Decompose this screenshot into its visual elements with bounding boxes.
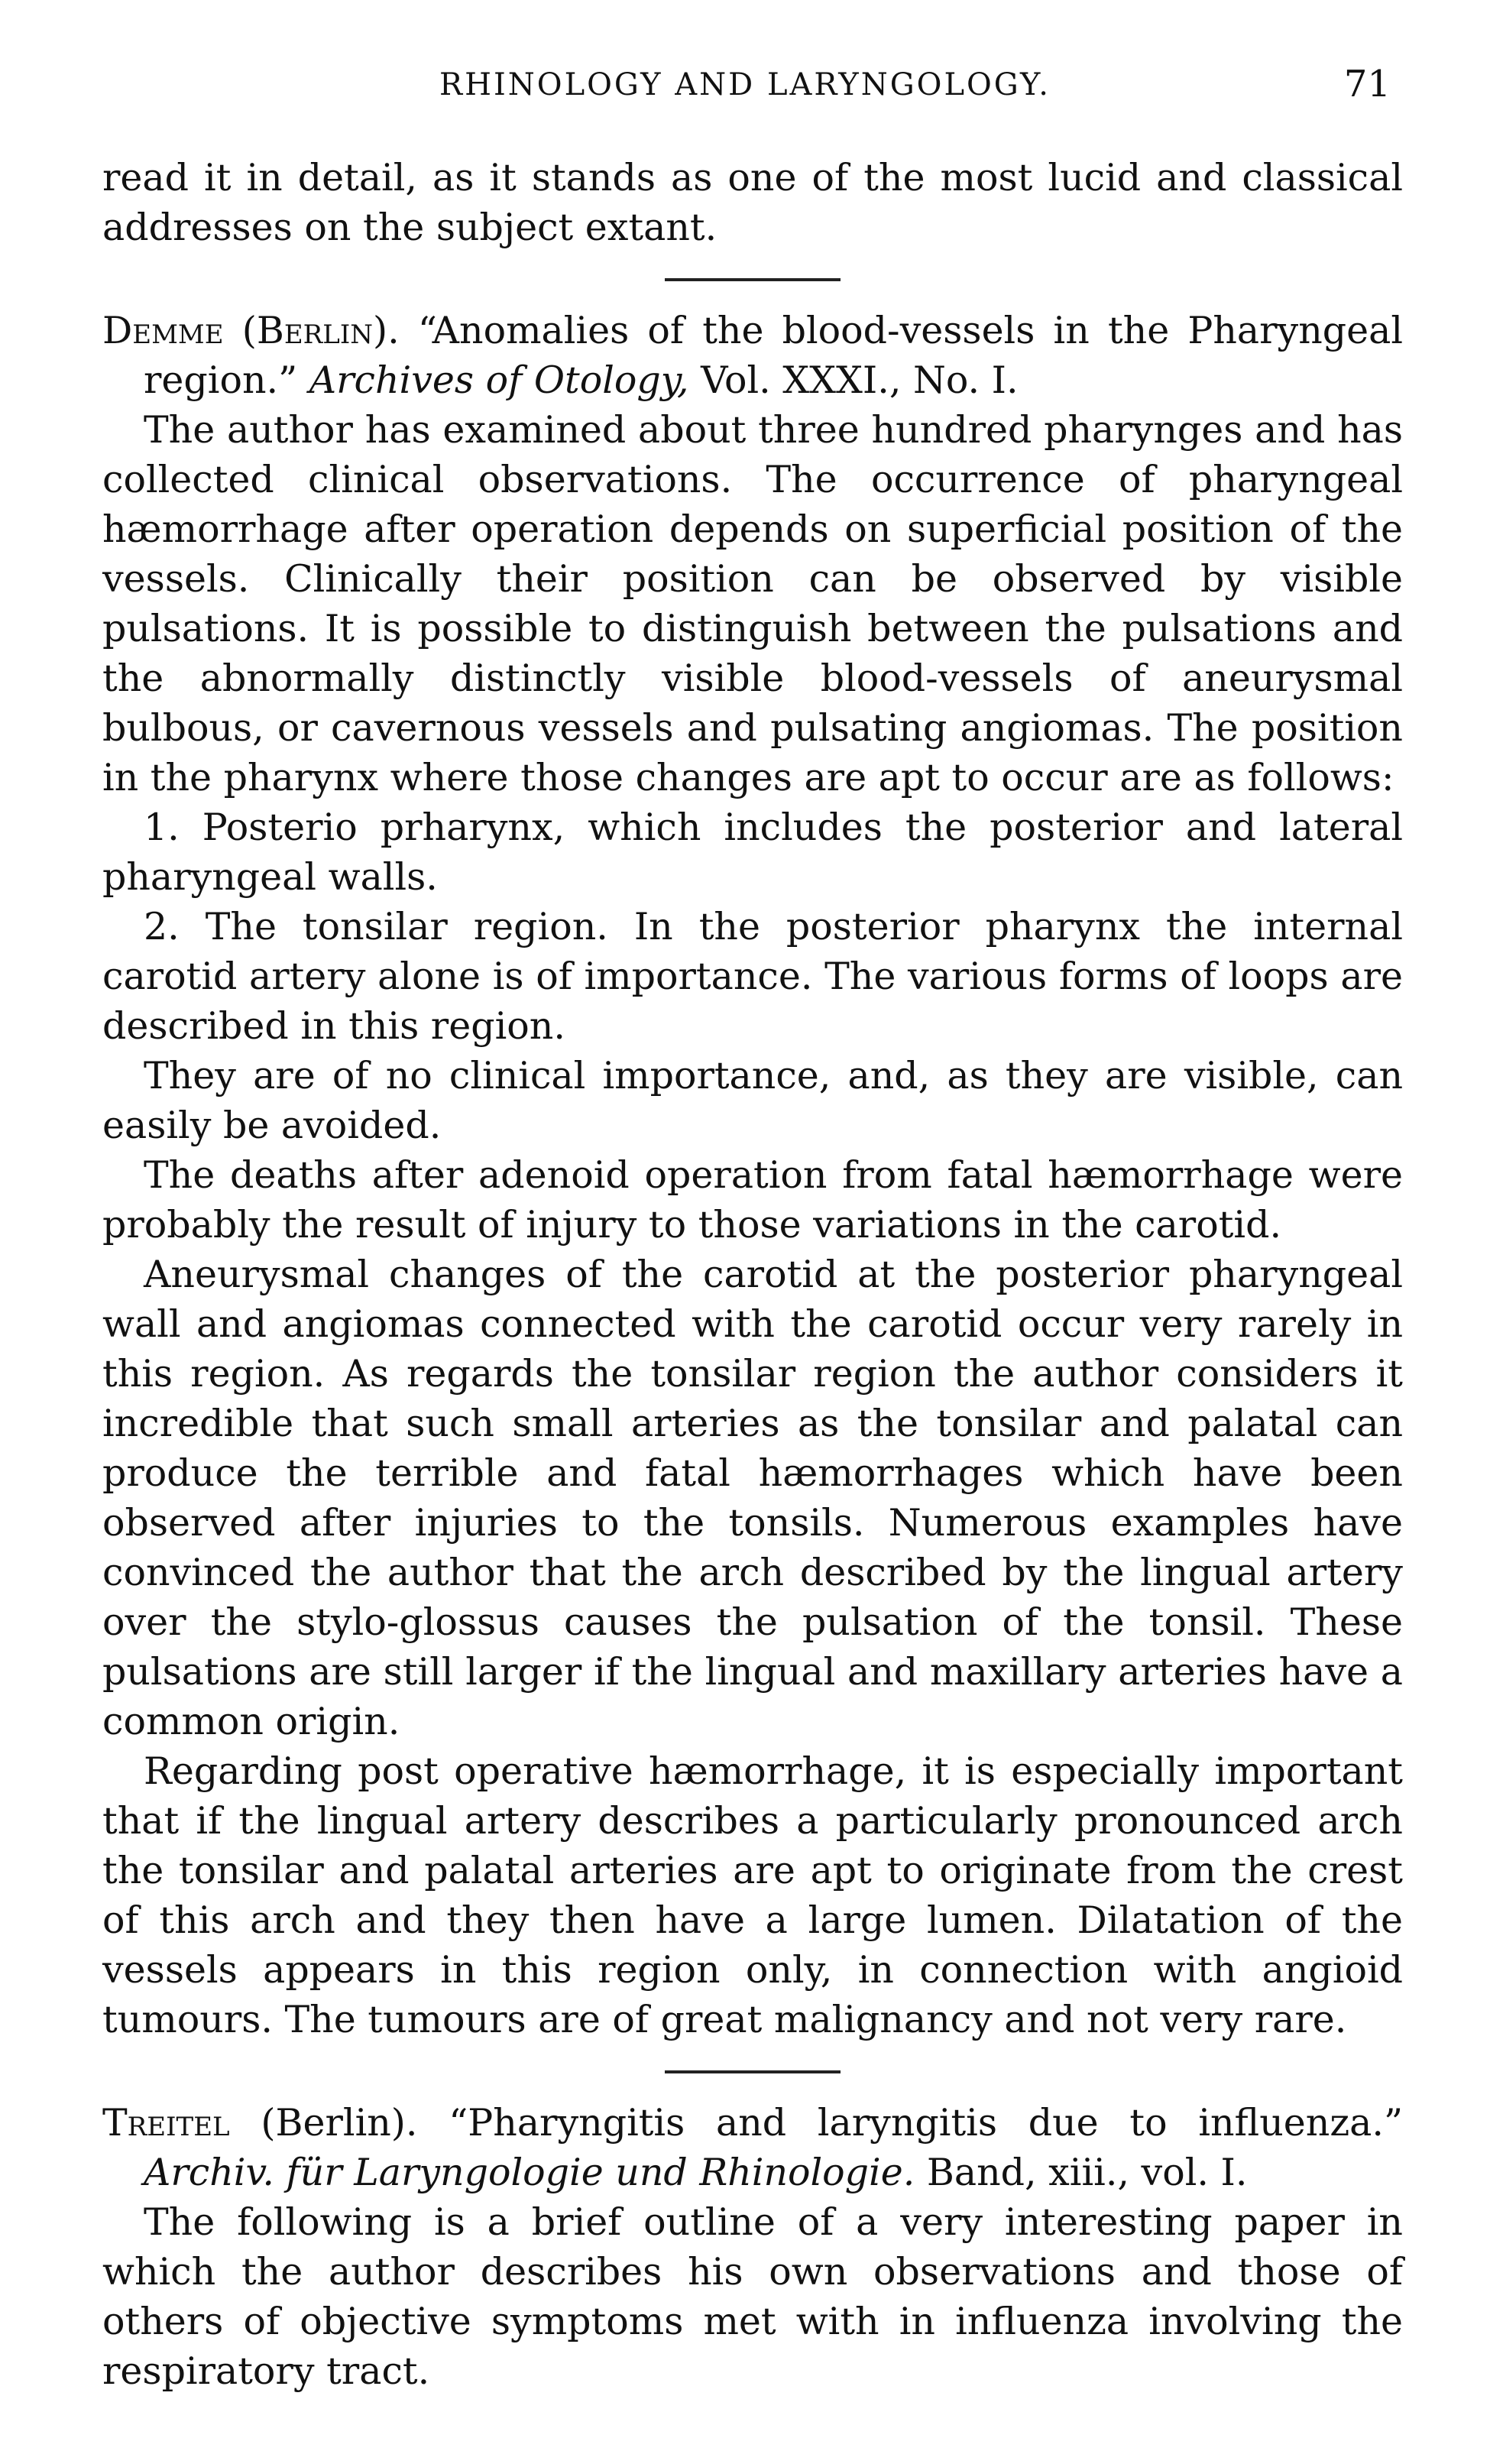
entry1-author: Demme — [102, 309, 224, 352]
page-number: 71 — [1343, 63, 1391, 105]
entry2-journal: Archiv. für Laryngologie und Rhinologie. — [144, 2151, 915, 2194]
page-body — [102, 153, 1403, 2396]
entry1-list-item: 1. Posterio prharynx, which includes the posterior and lateral pharyngeal walls. — [102, 806, 1403, 899]
entry1-place: (Berlin). — [241, 309, 400, 352]
entry1-paragraph: They are of no clinical importance, and, as they are visible, can easily be avoided. — [102, 1054, 1403, 1147]
entry2-author: Treitel — [102, 2101, 230, 2145]
page-header — [99, 63, 1391, 121]
section-divider — [665, 2070, 841, 2073]
entry1-citation — [102, 306, 1403, 405]
entry1-paragraph: Aneurysmal changes of the carotid at the posterior pharyngeal wall and angiomas connected with the carotid occur very rarely in this region. As regards the tonsilar region the author considers it incredible that such small arteries as the tonsilar and palatal can produce the terrible and fatal hæmorrhages which have been observed after injuries to the tonsils. Numerous examples have convinced the author that the arch described by the lingual artery over the stylo-glossus causes the pulsation of the tonsil. These pulsations are still larger if the lingual and maxillary arteries have a common origin. — [102, 1253, 1403, 1743]
entry2-paragraph: The following is a brief outline of a very interesting paper in which the author describes his own observations and those of others of objective symptoms met with in influenza involving the respiratory tract. — [102, 2200, 1403, 2393]
entry1-paragraph: The author has examined about three hundred pharynges and has collected clinical observations. The occurrence of pharyngeal hæmorrhage after operation depends on superficial position of the vessels. Clinically their position can be observed by visible pulsations. It is possible to distinguish between the pulsations and the abnormally distinctly visible blood-vessels of aneurysmal bulbous, or cavernous vessels and pulsating angiomas. The position in the pharynx where those changes are apt to occur are as follows: — [102, 408, 1403, 799]
entry1-paragraph: Regarding post operative hæmorrhage, it is especially important that if the lingual artery describes a particularly pronounced arch the tonsilar and palatal arteries are apt to originate from the crest of this arch and they then have a large lumen. Dilatation of the vessels appears in this region only, in connection with angioid tumours. The tumours are of great malignancy and not very rare. — [102, 1749, 1403, 2041]
entry2-title: “Pharyngitis and laryngitis due to influenza.” — [449, 2101, 1403, 2145]
entry2-place: (Berlin). — [261, 2101, 418, 2145]
entry1-journal: Archives of Otology, — [309, 358, 689, 402]
entry1-volume: Vol. XXXI., No. I. — [701, 358, 1019, 402]
entry1-title: “Anomalies of the blood-vessels in the Pharyngeal region.” — [144, 309, 1404, 402]
intro-paragraph: read it in detail, as it stands as one of the most lucid and classical addresses on the subject extant. — [102, 156, 1403, 249]
entry2-citation — [102, 2098, 1403, 2197]
running-head: RHINOLOGY AND LARYNGOLOGY. — [439, 67, 1051, 102]
entry1-list-item: 2. The tonsilar region. In the posterior pharynx the internal carotid artery alone is of importance. The various forms of loops are described in this region. — [102, 905, 1403, 1048]
section-divider — [665, 278, 841, 281]
entry2-volume: Band, xiii., vol. I. — [926, 2151, 1248, 2194]
entry1-paragraph: The deaths after adenoid operation from fatal hæmorrhage were probably the result of injury to those variations in the carotid. — [102, 1153, 1403, 1247]
